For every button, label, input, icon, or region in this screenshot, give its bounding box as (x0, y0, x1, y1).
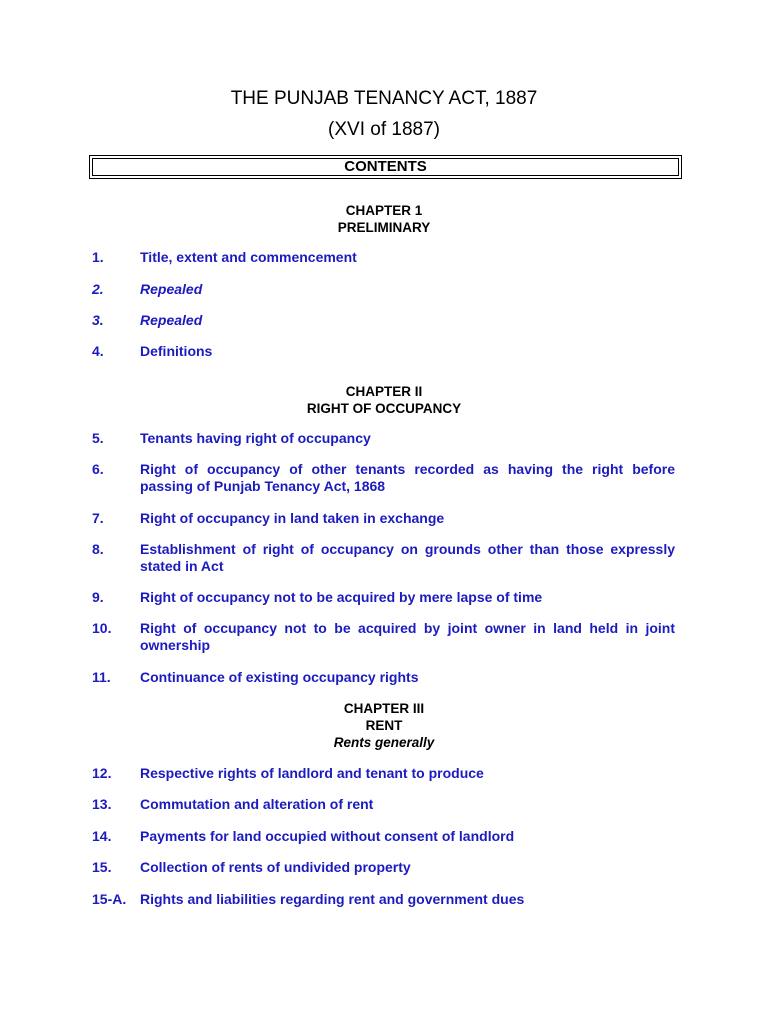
item-number: 1. (92, 249, 104, 265)
item-text: Tenants having right of occupancy (140, 430, 371, 446)
item-text: Continuance of existing occupancy rights (140, 669, 419, 685)
chapter-name: RENT (365, 718, 403, 733)
item-text: Rights and liabilities regarding rent and government dues (140, 891, 525, 907)
chapter-subheading: Rents generally (333, 735, 435, 750)
item-number: 14. (92, 828, 112, 844)
item-text: Repealed (140, 281, 203, 297)
item-text: Right of occupancy of other tenants recorded as having the right before passing of Punjab Tenancy Act, 1868 (140, 461, 675, 494)
item-text: Payments for land occupied without consent of landlord (140, 828, 515, 844)
chapter-number: CHAPTER II (345, 384, 423, 399)
item-number: 11. (92, 669, 111, 685)
item-number: 7. (92, 510, 104, 526)
item-number: 4. (92, 343, 104, 359)
chapter-name: PRELIMINARY (337, 220, 431, 235)
chapter-number: CHAPTER III (343, 701, 425, 716)
item-text: Right of occupancy not to be acquired by mere lapse of time (140, 589, 543, 605)
document-subtitle: (XVI of 1887) (328, 119, 440, 140)
item-text: Collection of rents of undivided property (140, 859, 411, 875)
item-number: 3. (92, 312, 104, 328)
chapter-2-heading (0, 383, 768, 417)
item-text: Right of occupancy in land taken in exchange (140, 510, 445, 526)
chapter-1-heading (0, 202, 768, 236)
item-text: Title, extent and commencement (140, 249, 357, 265)
item-number: 6. (92, 461, 104, 477)
item-number: 8. (92, 541, 104, 557)
chapter-name: RIGHT OF OCCUPANCY (306, 401, 462, 416)
item-number: 15-A. (92, 891, 127, 907)
item-text: Commutation and alteration of rent (140, 796, 374, 812)
item-text: Establishment of right of occupancy on grounds other than those expressly stated in Act (140, 541, 675, 574)
item-text: Respective rights of landlord and tenant to produce (140, 765, 484, 781)
item-number: 12. (92, 765, 112, 781)
item-text: Repealed (140, 312, 203, 328)
item-number: 9. (92, 589, 104, 605)
chapter-3-heading (0, 700, 768, 751)
item-number: 13. (92, 796, 112, 812)
item-text: Definitions (140, 343, 213, 359)
item-number: 15. (92, 859, 112, 875)
chapter-number: CHAPTER 1 (345, 203, 423, 218)
item-number: 5. (92, 430, 104, 446)
item-number: 10. (92, 620, 112, 636)
document-title: THE PUNJAB TENANCY ACT, 1887 (230, 88, 538, 109)
contents-heading: CONTENTS (89, 155, 682, 179)
item-text: Right of occupancy not to be acquired by joint owner in land held in joint ownership (140, 620, 675, 653)
item-number: 2. (92, 281, 104, 297)
